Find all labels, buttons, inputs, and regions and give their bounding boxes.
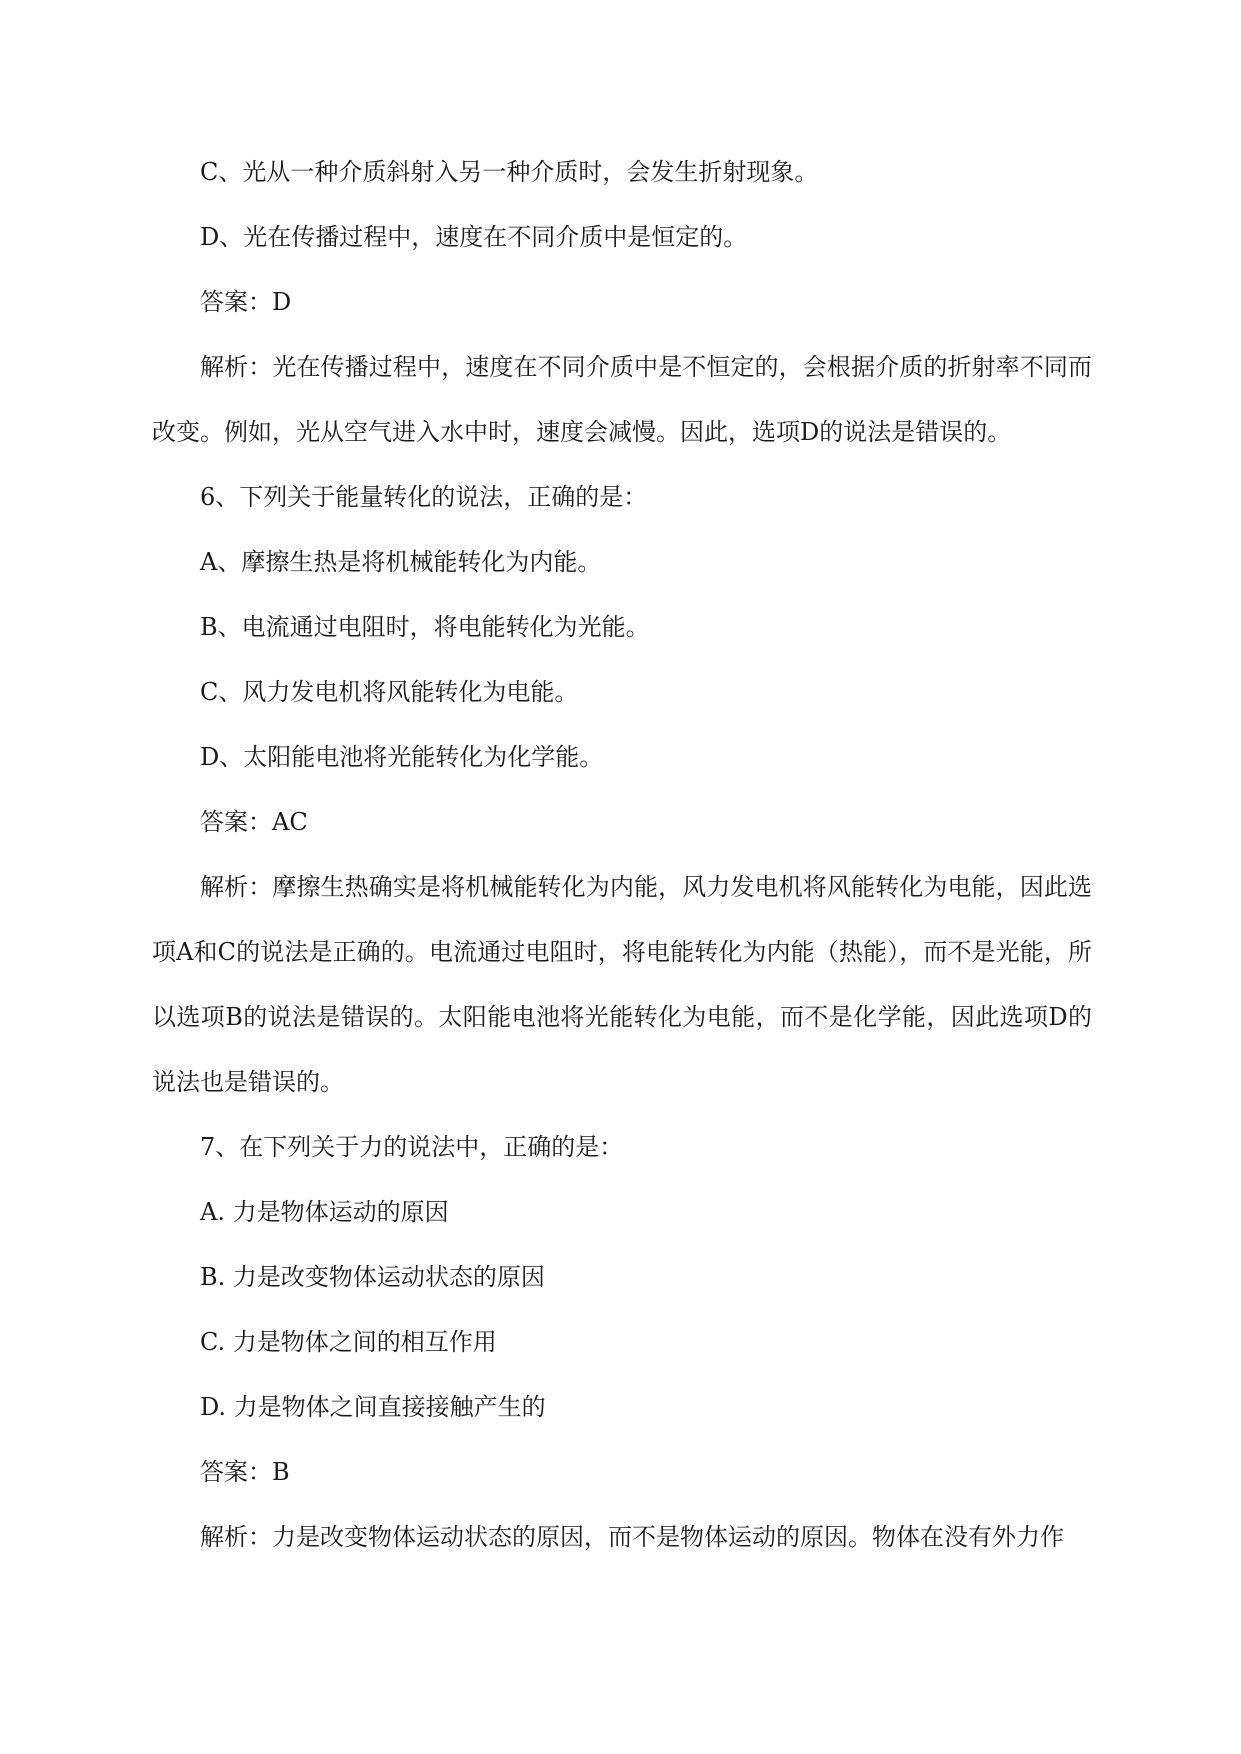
question-7-answer: 答案：B — [200, 1458, 290, 1486]
question-6-stem: 6、下列关于能量转化的说法，正确的是： — [200, 483, 648, 511]
question-7-option-c: C. 力是物体之间的相互作用 — [200, 1328, 497, 1356]
option-d-prev-question: D、光在传播过程中，速度在不同介质中是恒定的。 — [200, 223, 748, 251]
question-7-option-b: B. 力是改变物体运动状态的原因 — [200, 1263, 545, 1291]
question-6-option-c: C、风力发电机将风能转化为电能。 — [200, 678, 579, 706]
document-body — [152, 140, 1092, 1570]
question-6-explanation: 解析：摩擦生热确实是将机械能转化为内能，风力发电机将风能转化为电能，因此选项A和C的说法是正确的。电流通过电阻时，将电能转化为内能（热能），而不是光能，所以选项B的说法是错误的。太阳能电池将光能转化为电能，而不是化学能，因此选项D的说法也是错误的。 — [152, 873, 1092, 1096]
answer-prev-question: 答案：D — [200, 288, 292, 316]
explanation-prev-question: 解析：光在传播过程中，速度在不同介质中是不恒定的，会根据介质的折射率不同而改变。例如，光从空气进入水中时，速度会减慢。因此，选项D的说法是错误的。 — [152, 353, 1092, 446]
question-7-option-d: D. 力是物体之间直接接触产生的 — [200, 1393, 546, 1421]
question-7-explanation: 解析：力是改变物体运动状态的原因，而不是物体运动的原因。物体在没有外力作 — [200, 1523, 1064, 1551]
question-6-option-b: B、电流通过电阻时，将电能转化为光能。 — [200, 613, 650, 641]
option-c-prev-question: C、光从一种介质斜射入另一种介质时，会发生折射现象。 — [200, 158, 819, 186]
question-6-option-d: D、太阳能电池将光能转化为化学能。 — [200, 743, 604, 771]
question-7-stem: 7、在下列关于力的说法中，正确的是： — [200, 1133, 624, 1161]
question-6-answer: 答案：AC — [200, 808, 308, 836]
question-6-option-a: A、摩擦生热是将机械能转化为内能。 — [200, 548, 602, 576]
question-7-option-a: A. 力是物体运动的原因 — [200, 1198, 449, 1226]
